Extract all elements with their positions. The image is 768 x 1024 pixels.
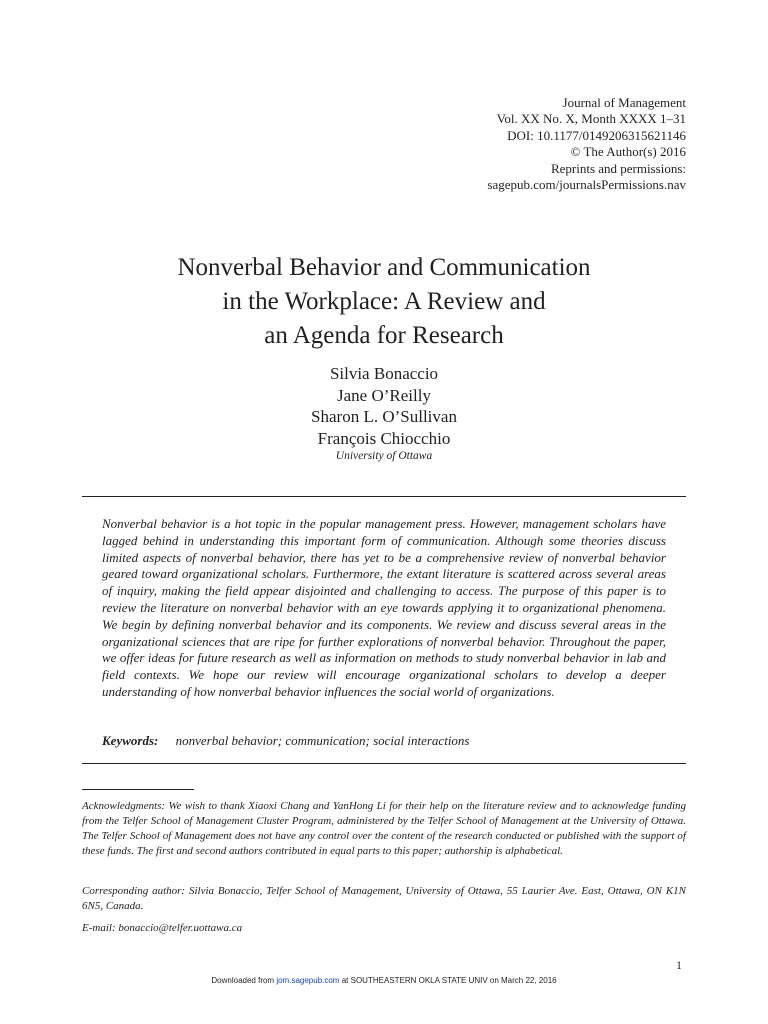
title-line-2: in the Workplace: A Review and (222, 288, 546, 315)
email-footnote: E-mail: bonaccio@telfer.uottawa.ca (82, 922, 243, 934)
corresponding-author-footnote: Corresponding author: Silvia Bonaccio, Telfer School of Management, University of Ottawa, 55 Laurier Ave. East, Ottawa, ON K1N 6N5, Canada. (82, 885, 686, 912)
journal-doi: DOI: 10.1177/0149206315621146 (507, 127, 686, 143)
bottom-divider (82, 763, 686, 764)
author-list (0, 363, 768, 449)
keywords (102, 733, 469, 749)
author-name: Silvia Bonaccio (329, 364, 439, 383)
author-name: Sharon L. O’Sullivan (311, 407, 457, 426)
affiliation: University of Ottawa (335, 450, 433, 462)
journal-permissions-url: sagepub.com/journalsPermissions.nav (487, 177, 686, 193)
acknowledgments-footnote: Acknowledgments: We wish to thank Xiaoxi Chang and YanHong Li for their help on the literature review and to acknowledge funding from the Telfer School of Management Cluster Program, administered by the Telfer School of Management at the University of Ottawa. The Telfer School of Management does not have any control over the content of the research conducted or published with the support of these funds. The first and second authors contributed in equal parts to this paper; authorship is alphabetical. (82, 800, 686, 857)
download-suffix: at SOUTHEASTERN OKLA STATE UNIV on March 22, 2016 (341, 976, 557, 985)
author-name: Jane O’Reilly (337, 385, 431, 405)
footnote-divider (82, 789, 194, 790)
top-divider (82, 496, 686, 497)
journal-reprints: Reprints and permissions: (550, 160, 686, 176)
title-line-1: Nonverbal Behavior and Communication (177, 254, 591, 281)
author-name: François Chiocchio (317, 428, 451, 448)
download-notice (0, 976, 768, 985)
journal-volume: Vol. XX No. X, Month XXXX 1–31 (496, 111, 686, 127)
download-link[interactable]: jom.sagepub.com (276, 976, 340, 985)
page-number: 1 (676, 958, 682, 972)
keywords-label: Keywords: (102, 733, 159, 748)
title-line-3: an Agenda for Research (264, 322, 504, 349)
journal-copyright: © The Author(s) 2016 (570, 144, 686, 160)
paper-title (0, 251, 768, 353)
abstract: Nonverbal behavior is a hot topic in the popular management press. However, management scholars have lagged behind in understanding this important form of communication. Although some theories discuss limited aspects of nonverbal behavior, there has yet to be a comprehensive review of nonverbal behavior geared toward organizational scholars. Furthermore, the extant literature is scattered across several areas of inquiry, making the field appear disjointed and challenging to access. The purpose of this paper is to review the literature on nonverbal behavior with an eye towards applying it to organizational phenomena. We begin by defining nonverbal behavior and its components. We review and discuss several areas in the organizational sciences that are ripe for further explorations of nonverbal behavior. Throughout the paper, we offer ideas for future research as well as information on methods to study nonverbal behavior in lab and field contexts. We hope our review will encourage organizational scholars to develop a deeper understanding of how nonverbal behavior influences the social world of organizations. (102, 516, 666, 699)
journal-info (487, 95, 686, 193)
download-prefix: Downloaded from (211, 976, 275, 985)
keywords-values: nonverbal behavior; communication; social interactions (175, 733, 470, 748)
journal-name: Journal of Management (562, 95, 686, 110)
